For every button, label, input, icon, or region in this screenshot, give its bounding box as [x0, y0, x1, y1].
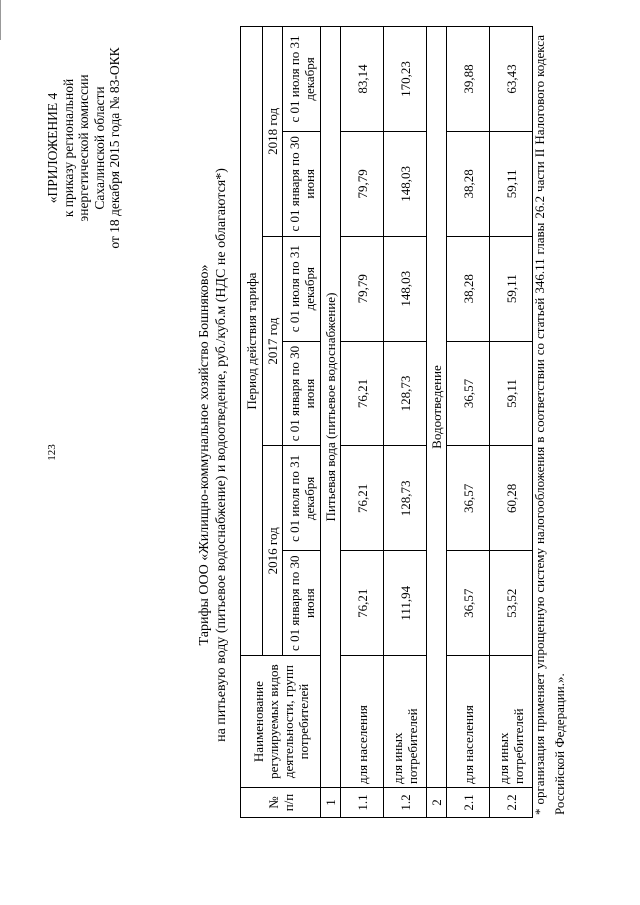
header-half: с 01 января по 30 июня — [283, 341, 321, 446]
appendix-line: «ПРИЛОЖЕНИЕ 4 — [45, 92, 60, 204]
tariff-value: 59,11 — [490, 236, 533, 341]
row-name: для населения — [447, 656, 490, 788]
tariff-value: 148,03 — [384, 131, 427, 236]
row-name: для населения — [341, 656, 384, 788]
tariff-value: 128,73 — [384, 341, 427, 446]
header-half: с 01 января по 30 июня — [283, 551, 321, 656]
tariff-value: 148,03 — [384, 236, 427, 341]
tariff-value: 36,57 — [447, 551, 490, 656]
section-title: Питьевая вода (питьевое водоснабжение) — [321, 27, 341, 788]
section-num: 2 — [427, 788, 447, 818]
table-row — [384, 27, 427, 818]
tariff-value: 63,43 — [490, 27, 533, 132]
row-name: для иных потребителей — [490, 656, 533, 788]
header-half: с 01 января по 30 июня — [283, 131, 321, 236]
footnote: * организация применяет упрощенную систему налогообложения в соответствии со статьей 346.11 главы 26.2 части II Налогового кодекса Российской Федерации.». — [532, 35, 567, 815]
tariff-value: 36,57 — [447, 446, 490, 551]
appendix-line: от 18 декабря 2015 года № 83-ОКК — [107, 47, 123, 249]
header-year: 2016 год — [263, 446, 283, 656]
tariff-value: 38,28 — [447, 131, 490, 236]
tariff-value: 38,28 — [447, 236, 490, 341]
document-title — [196, 125, 230, 785]
header-half: с 01 июля по 31 декабря — [283, 446, 321, 551]
tariff-value: 60,28 — [490, 446, 533, 551]
header-year: 2018 год — [263, 27, 283, 237]
tariff-value: 76,21 — [341, 551, 384, 656]
tariff-value: 111,94 — [384, 551, 427, 656]
tariff-value: 76,21 — [341, 341, 384, 446]
tariff-value: 59,11 — [490, 131, 533, 236]
tariff-value: 53,52 — [490, 551, 533, 656]
tariff-table — [240, 26, 533, 818]
row-num: 1.1 — [341, 788, 384, 818]
header-half: с 01 июля по 31 декабря — [283, 236, 321, 341]
header-half: с 01 июля по 31 декабря — [283, 27, 321, 132]
header-year: 2017 год — [263, 236, 283, 446]
header-name: Наименование регулируемых видов деятельности, групп потребителей — [241, 656, 321, 788]
tariff-value: 170,23 — [384, 27, 427, 132]
row-num: 2.2 — [490, 788, 533, 818]
tariff-value: 76,21 — [341, 446, 384, 551]
tariff-value: 36,57 — [447, 341, 490, 446]
title-line: Тарифы ООО «Жилищно-коммунальное хозяйство Бошняково» — [197, 264, 212, 646]
tariff-value: 83,14 — [341, 27, 384, 132]
table-row — [447, 27, 490, 818]
tariff-value: 39,88 — [447, 27, 490, 132]
title-line: на питьевую воду (питьевое водоснабжение) и водоотведение, руб./куб.м (НДС не облагаются*) — [214, 168, 229, 742]
appendix-line: к приказу региональной — [60, 78, 76, 218]
appendix-header — [45, 33, 123, 263]
table-row — [341, 27, 384, 818]
page-number: 123 — [46, 444, 58, 461]
tariff-value: 79,79 — [341, 131, 384, 236]
appendix-line: энергетической комиссии — [76, 74, 92, 222]
row-name: для иных потребителей — [384, 656, 427, 788]
section-num: 1 — [321, 788, 341, 818]
tariff-value: 128,73 — [384, 446, 427, 551]
row-num: 1.2 — [384, 788, 427, 818]
tariff-value: 79,79 — [341, 236, 384, 341]
appendix-line: Сахалинской области — [91, 86, 107, 210]
row-num: 2.1 — [447, 788, 490, 818]
tariff-value: 59,11 — [490, 341, 533, 446]
section-title: Водоотведение — [427, 27, 447, 788]
table-row — [490, 27, 533, 818]
header-period: Период действия тарифа — [241, 27, 263, 656]
header-num: № п/п — [241, 788, 321, 818]
